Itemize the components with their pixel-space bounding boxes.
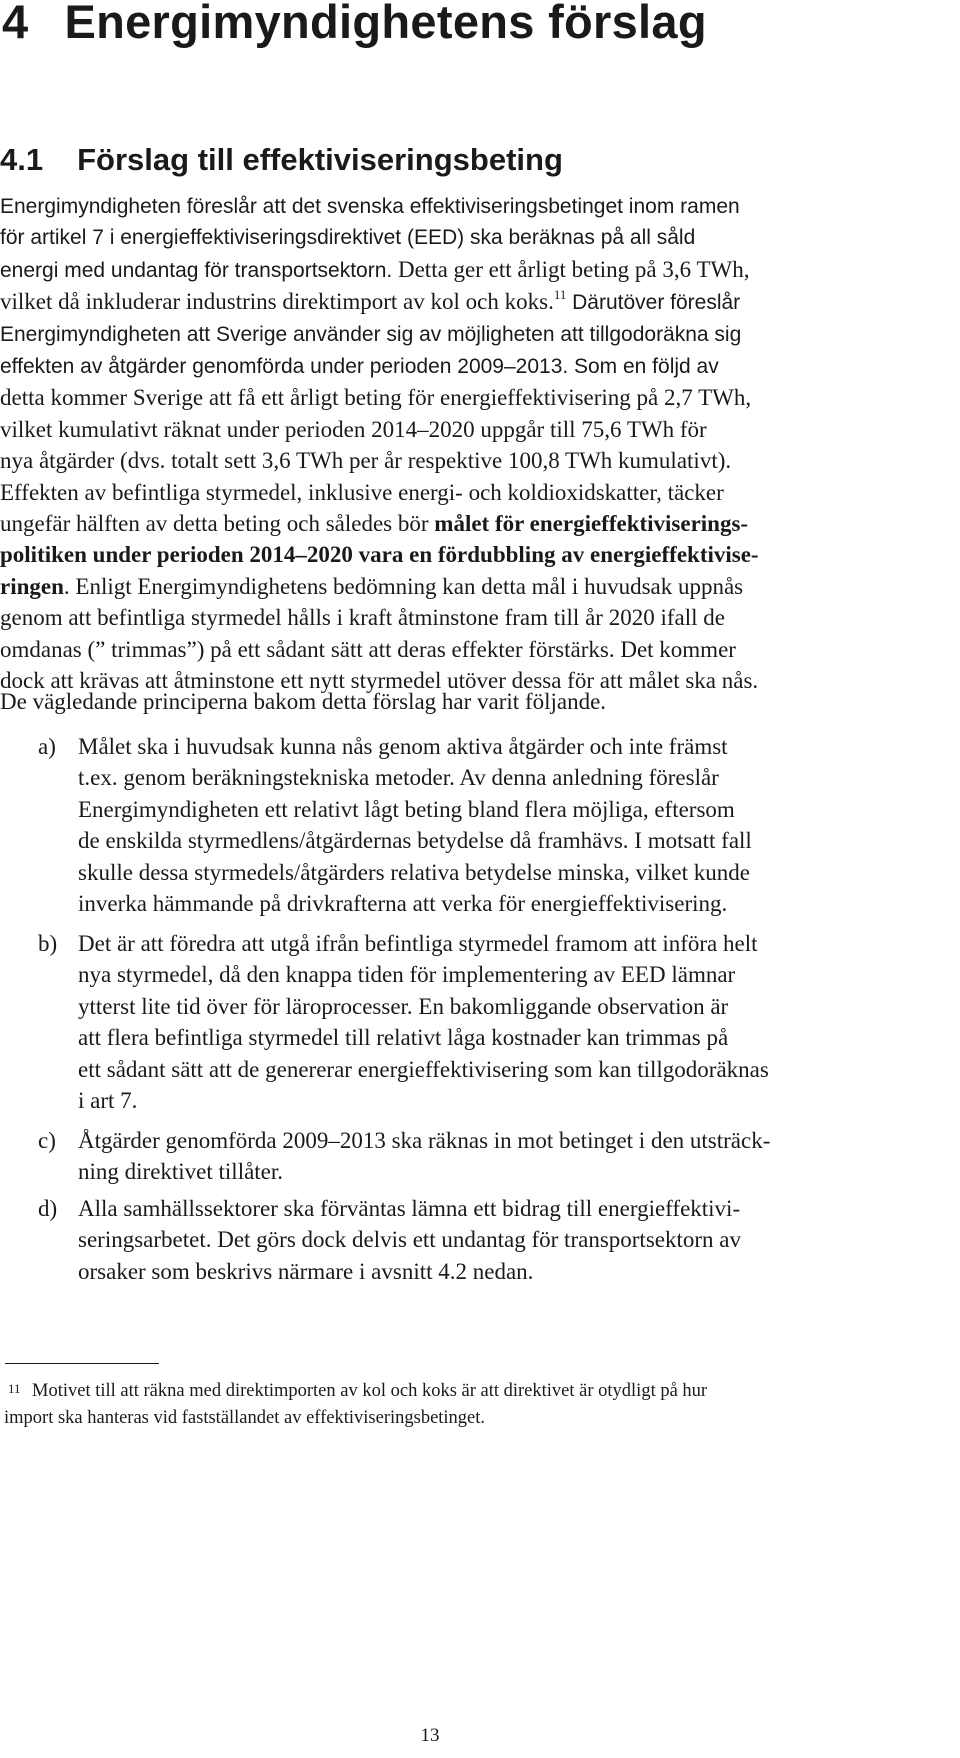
- text-line: ett sådant sätt att de genererar energieffektivisering som kan tillgodoräknas: [78, 1056, 769, 1082]
- text-line: Energimyndigheten ett relativt lågt beting bland flera möjliga, eftersom: [78, 796, 735, 822]
- text-line: [0, 571, 960, 602]
- text-span: energi med undantag för transportsektorn.: [0, 258, 393, 282]
- section-title-text: Förslag till effektiviseringsbeting: [77, 142, 563, 177]
- text-line: nya styrmedel, då den knappa tiden för implementering av EED lämnar: [78, 962, 736, 988]
- footnote-reference[interactable]: 11: [553, 287, 567, 303]
- emphasis-text: politiken under perioden 2014–2020 vara en fördubbling av energieffektivise-: [0, 542, 759, 568]
- text-line: orsaker som beskrivs närmare i avsnitt 4.2 nedan.: [78, 1258, 534, 1284]
- text-line: de enskilda styrmedlens/åtgärdernas betydelse då framhävs. I motsatt fall: [78, 828, 752, 854]
- list-item-text: [78, 928, 769, 1116]
- text-line: vilket kumulativt räknat under perioden 2014–2020 uppgår till 75,6 TWh för: [0, 416, 707, 442]
- text-line: nya åtgärder (dvs. totalt sett 3,6 TWh per år respektive 100,8 TWh kumulativt).: [0, 448, 732, 474]
- text-line: inverka hämmande på drivkrafterna att verka för energieffektivisering.: [78, 891, 728, 917]
- text-line: Energimyndigheten föreslår att det svenska effektiviseringsbetinget inom ramen: [0, 195, 740, 218]
- text-line: [0, 254, 960, 286]
- text-span: ungefär hälften av detta beting och således bör: [0, 511, 435, 537]
- text-line: [0, 286, 960, 318]
- text-span: vilket då inkluderar industrins direktimport av kol och koks.: [0, 289, 554, 315]
- text-line: [0, 539, 960, 570]
- text-span: . Enligt Energimyndighetens bedömning kan detta mål i huvudsak uppnås: [63, 573, 744, 599]
- list-marker: a): [38, 734, 56, 759]
- list-marker: d): [38, 1196, 58, 1221]
- footnote-text-line: import ska hanteras vid fastställandet av effektiviseringsbetinget.: [4, 1408, 486, 1428]
- text-line: Åtgärder genomförda 2009–2013 ska räknas in mot betinget i den utsträck-: [78, 1128, 771, 1153]
- text-line: Alla samhällssektorer ska förväntas lämna ett bidrag till energieffektivi-: [78, 1196, 741, 1221]
- text-span: effekten av åtgärder genomförda under perioden 2009–2013.: [0, 355, 569, 379]
- text-line: dock att krävas att åtminstone ett nytt styrmedel utöver dessa för att målet ska nås.: [0, 668, 759, 694]
- text-line: Effekten av befintliga styrmedel, inklusive energi- och koldioxidskatter, täcker: [0, 479, 724, 505]
- text-line: för artikel 7 i energieffektiviseringsdirektivet (EED) ska beräknas på all såld: [0, 226, 696, 250]
- chapter-title-text: Energimyndighetens förslag: [64, 0, 707, 48]
- text-line: [0, 508, 960, 539]
- text-span: Därutöver föreslår: [572, 291, 741, 315]
- text-line: seringsarbetet. Det görs dock delvis ett undantag för transportsektorn av: [78, 1227, 741, 1253]
- text-line: detta kommer Sverige att få ett årligt beting för energieffektivisering på 2,7 TWh,: [0, 385, 752, 411]
- text-span: Detta ger ett årligt beting på 3,6 TWh,: [397, 256, 750, 282]
- list-item-text: [78, 731, 752, 919]
- section-number: 4.1: [0, 142, 44, 177]
- section-heading: [0, 142, 563, 178]
- list-marker: b): [38, 931, 58, 956]
- text-line: [0, 350, 960, 382]
- text-line: genom att befintliga styrmedel hålls i kraft åtminstone fram till år 2020 ifall de: [0, 605, 725, 631]
- text-line: omdanas (” trimmas”) på ett sådant sätt att deras effekter förstärks. Det kommer: [0, 636, 736, 662]
- text-line: ytterst lite tid över för läroprocesser. En bakomliggande observation är: [78, 993, 729, 1019]
- list-item-text: [78, 1125, 770, 1188]
- text-line: Målet ska i huvudsak kunna nås genom aktiva åtgärder och inte främst: [78, 734, 728, 759]
- list-marker: c): [38, 1128, 56, 1153]
- paragraph-principles: De vägledande principerna bakom detta förslag har varit följande.: [0, 689, 607, 714]
- emphasis-text: målet för energieffektiviserings-: [434, 511, 749, 537]
- text-line: Det är att föredra att utgå ifrån befintliga styrmedel framom att införa helt: [78, 931, 758, 956]
- text-span: Som en följd av: [573, 355, 719, 379]
- text-line: Energimyndigheten att Sverige använder sig av möjligheten att tillgodoräkna sig: [0, 322, 742, 346]
- text-line: att flera befintliga styrmedel till relativt låga kostnader kan trimmas på: [78, 1025, 729, 1051]
- text-line: skulle dessa styrmedels/åtgärders relativa betydelse minska, vilket kunde: [78, 859, 750, 885]
- text-line: ning direktivet tillåter.: [78, 1159, 284, 1185]
- emphasis-text: ringen: [0, 573, 64, 599]
- text-line: i art 7.: [78, 1088, 138, 1114]
- page-number: 13: [420, 1725, 440, 1746]
- chapter-heading: [2, 0, 707, 49]
- footnote-divider: [5, 1363, 159, 1364]
- list-item-text: [78, 1193, 741, 1287]
- text-line: t.ex. genom beräkningstekniska metoder. Av denna anledning föreslår: [78, 765, 719, 791]
- footnote-number: 11: [8, 1381, 21, 1396]
- footnote-text-line: Motivet till att räkna med direktimporten av kol och koks är att direktivet är otydligt på hur: [32, 1381, 708, 1401]
- paragraph-proposal: [0, 191, 960, 697]
- chapter-number: 4: [2, 0, 29, 48]
